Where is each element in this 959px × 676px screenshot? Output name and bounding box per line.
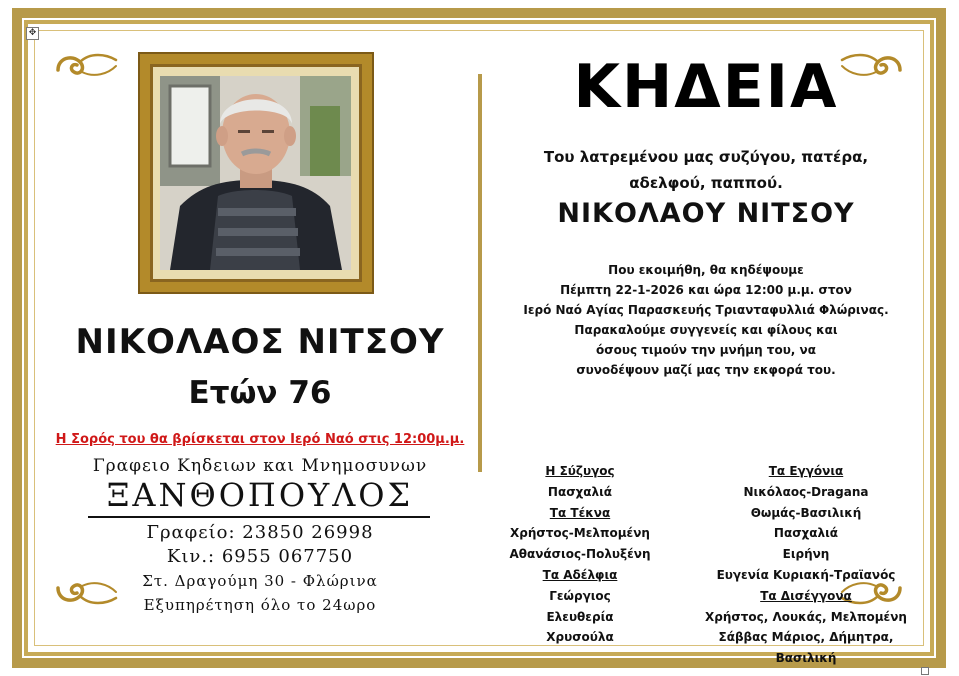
family-member: Ελευθερία [546,609,614,624]
announcement-line: Πέμπτη 22-1-2026 και ώρα 12:00 μ.μ. στον [560,283,852,297]
deceased-age: Ετών 76 [188,375,332,411]
office-mobile: Κιν.: 6955 067750 [166,546,354,567]
office-address: Στ. Δραγούμη 30 - Φλώρινα [142,572,378,590]
family-member: Αθανάσιος-Πολυξένη [509,547,651,562]
move-handle-icon[interactable]: ✥ [26,27,39,40]
family-heading: Τα Εγγόνια [768,464,844,478]
family-member: Χρήστος, Λουκάς, Μελπομένη [705,609,907,624]
family-member: Πασχαλιά [773,526,839,541]
deceased-name: ΝΙΚΟΛΑΟΣ ΝΙΤΣΟΥ [75,322,445,362]
family-heading: Τα Αδέλφια [542,567,618,582]
family-member: Χρήστος-Μελπομένη [510,526,650,541]
family-column-right [688,461,924,669]
announcement-line: Που εκοιμήθη, θα κηδέψουμε [608,263,804,277]
funeral-office-name: ΞΑΝΘΟΠΟΥΛΟΣ [106,476,414,514]
family-heading: Τα Τέκνα [549,505,611,520]
family-column-left [492,461,668,648]
family-member: Πασχαλιά [547,484,613,499]
family-member: Θωμάς-Βασιλική [750,505,862,520]
family-member: Χρυσούλα [546,630,614,645]
flourish-top-left-icon [54,48,120,80]
family-member: Νικόλαος-Dragana [743,484,869,499]
family-heading: Η Σύζυγος [545,464,615,478]
coffin-location-note: Η Σορός του θα βρίσκεται στον Ιερό Ναό στις 12:00μ.μ. [55,432,465,447]
deceased-name-genitive: ΝΙΚΟΛΑΟΥ ΝΙΤΣΟΥ [557,198,855,229]
portrait-photo [160,76,351,270]
funeral-announcement [486,260,926,380]
announcement-line: συνοδέψουν μαζί μας την εκφορά του. [576,363,836,377]
funeral-office-title: Γραφειο Κηδειων και Μνημοσυνων [92,456,428,476]
beloved-line: αδελφού, παππού. [629,174,783,192]
office-name-underline [88,516,430,518]
family-member: Βασιλική [775,651,837,666]
family-member: Σάββας Μάριος, Δήμητρα, [718,630,894,645]
family-member: Ειρήνη [782,547,830,562]
office-service-hours: Εξυπηρέτηση όλο το 24ωρο [143,596,377,614]
family-member: Ευγενία Κυριακή-Τραϊανός [716,567,896,582]
column-divider [478,74,482,472]
office-phone: Γραφείο: 23850 26998 [146,522,374,543]
announcement-line: Παρακαλούμε συγγενείς και φίλους και [574,323,838,337]
funeral-title: ΚΗΔΕΙΑ [573,52,839,122]
announcement-line: Ιερό Ναό Αγίας Παρασκευής Τριανταφυλλιά Φλώρινας. [523,303,889,317]
beloved-text [486,144,926,196]
family-heading: Τα Δισέγγονα [760,588,852,603]
beloved-line: Του λατρεμένου μας συζύγου, πατέρα, [543,148,869,166]
family-member: Γεώργιος [549,588,611,603]
announcement-line: όσους τιμούν την μνήμη του, να [596,343,816,357]
